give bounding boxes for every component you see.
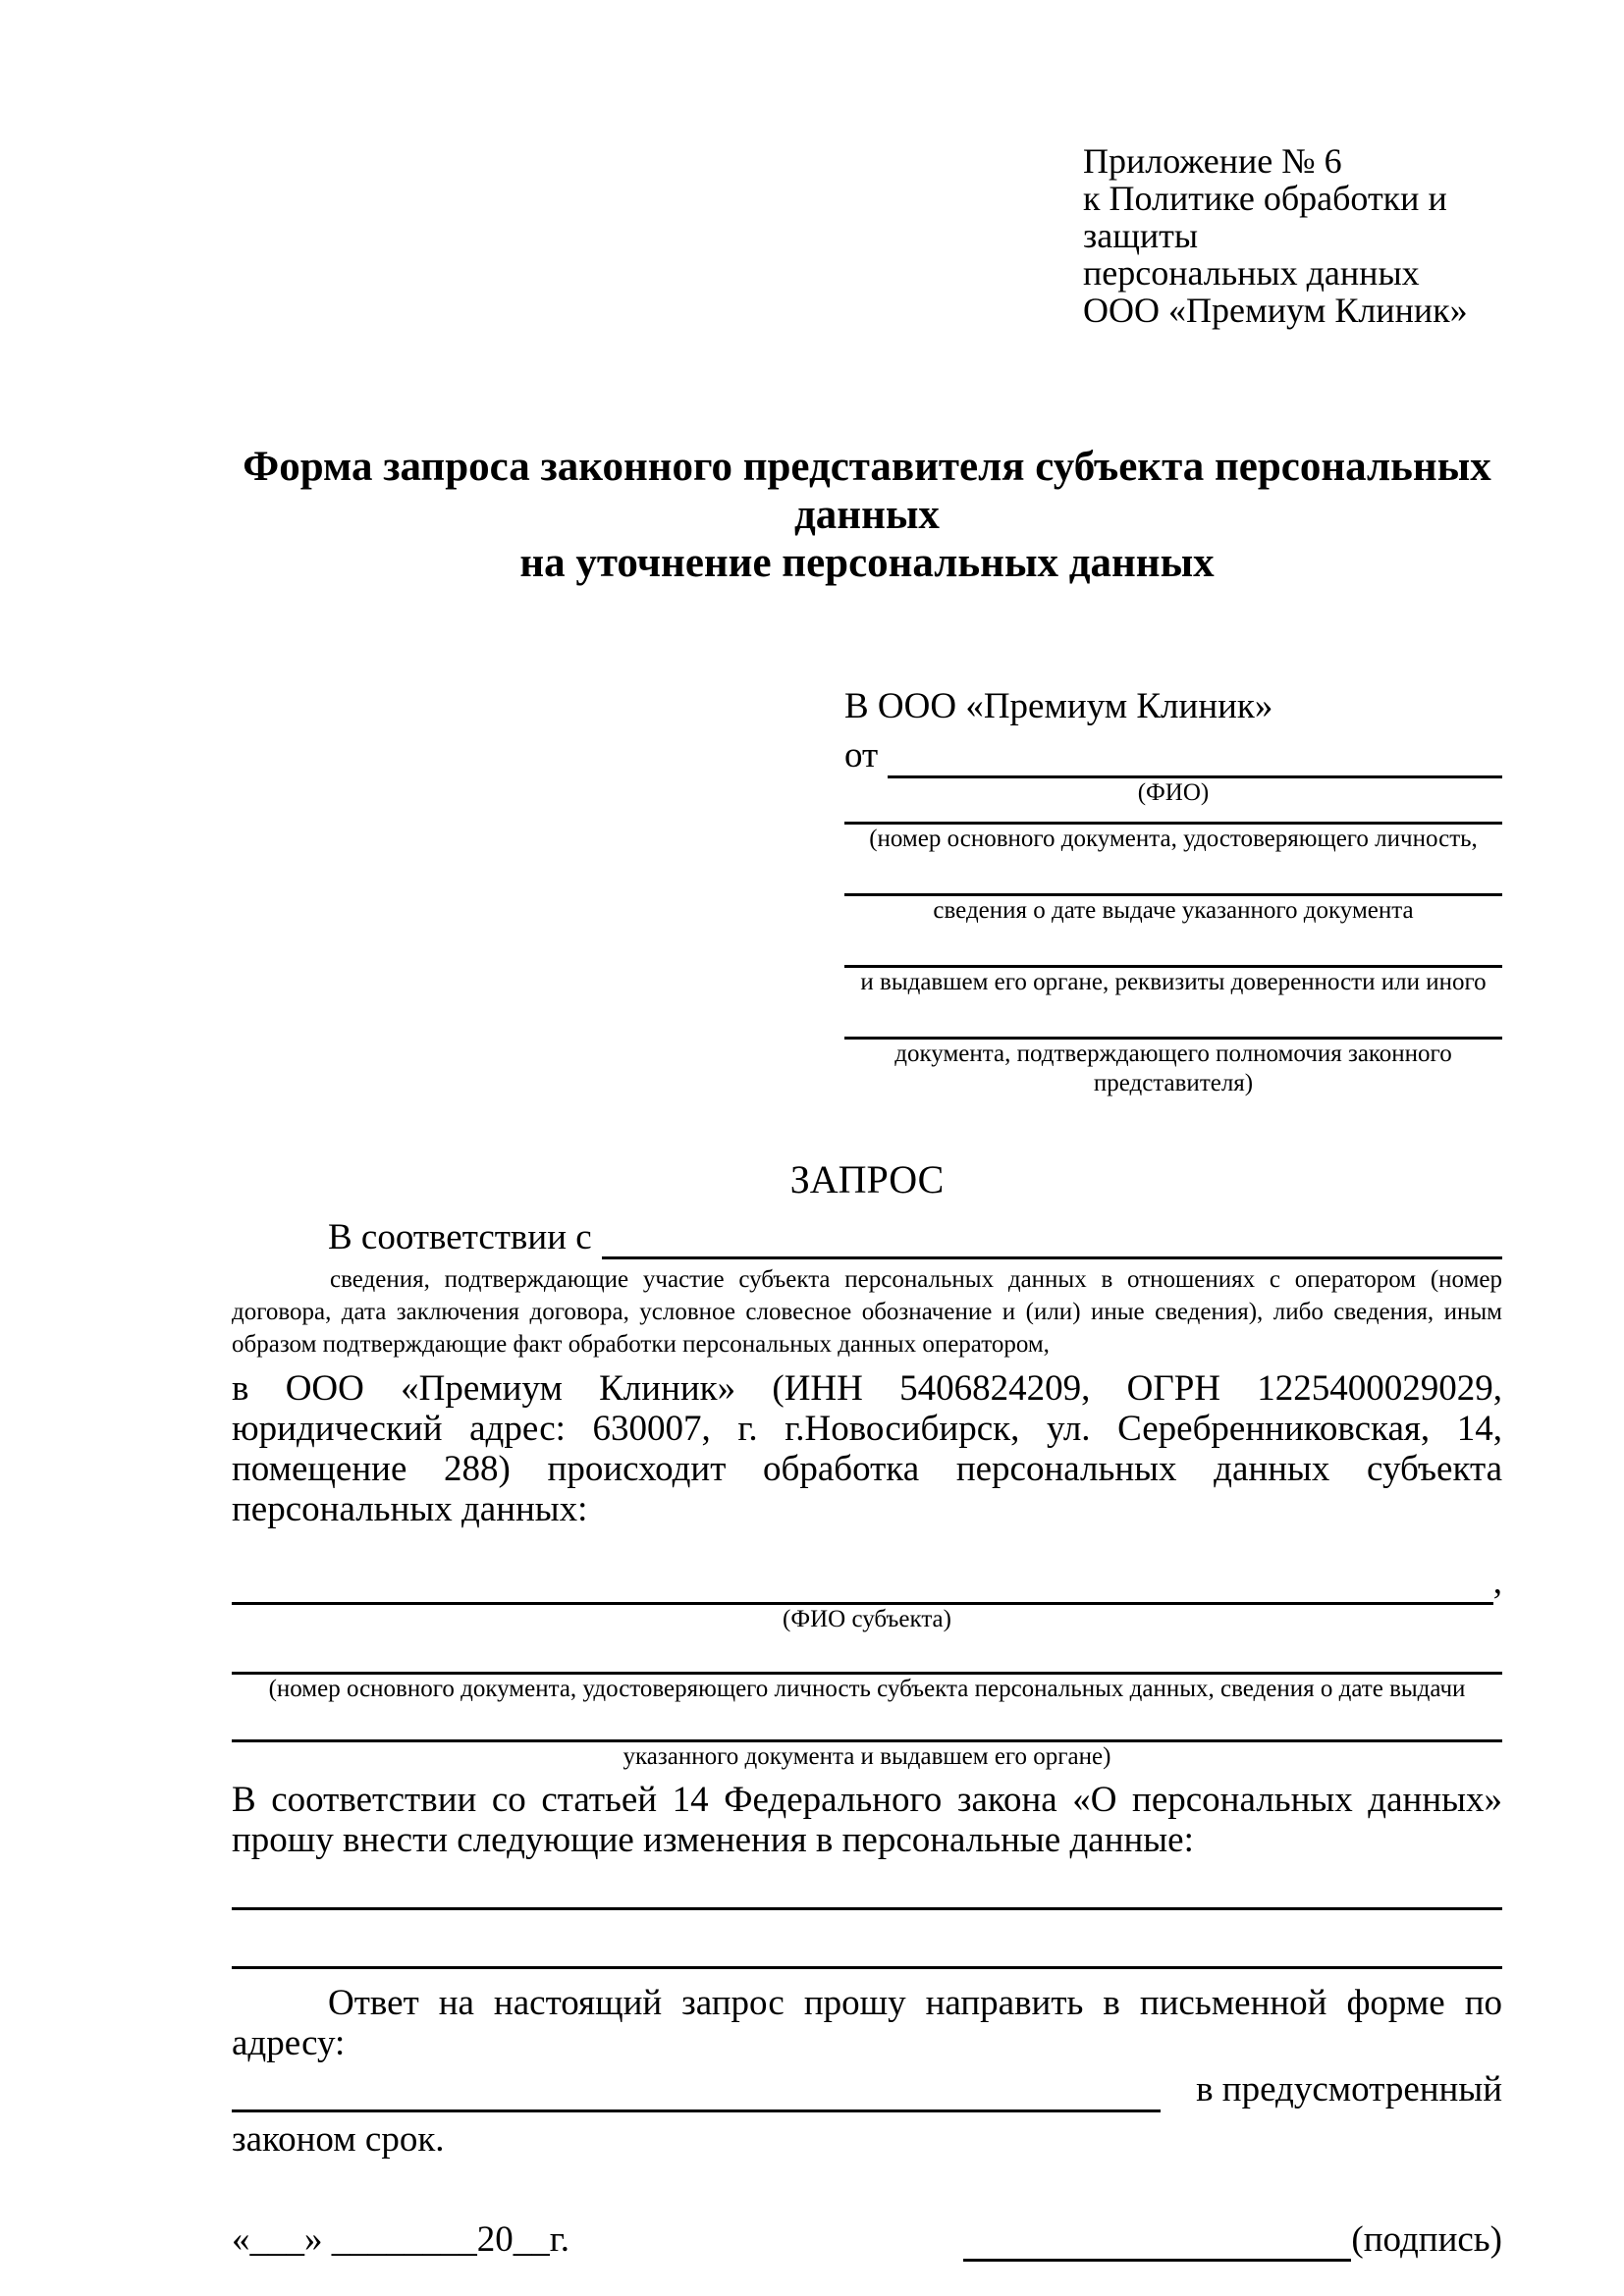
authority-document-blank-line <box>844 997 1502 1040</box>
from-label: от <box>844 735 879 776</box>
document-title-line1: Форма запроса законного представителя субъекта персональных данных <box>243 444 1491 538</box>
field-caption: и выдавшем его органе, реквизиты доверенности или иного <box>860 968 1487 995</box>
issuing-authority-blank-line <box>844 926 1502 968</box>
request-heading: ЗАПРОС <box>789 1156 945 1201</box>
annex-note <box>1083 142 1502 329</box>
in-accordance-prefix: В соответствии с <box>328 1216 592 1257</box>
in-accordance-blank-line <box>602 1256 1502 1259</box>
answer-paragraph: Ответ на настоящий запрос прошу направить в письменной форме по адресу: <box>232 1982 1502 2063</box>
relationship-note: сведения, подтверждающие участие субъекта персональных данных в отношениях с оператором (номер договора, дата заключения договора, условное словесное обозначение и (или) иные сведения), либо сведения, иным образом подтверждающие факт обработки персональных данных оператором, <box>232 1266 1502 1359</box>
annex-note-line: Приложение № 6 <box>1083 141 1342 181</box>
addressee-block <box>844 685 1502 1098</box>
annex-note-line: ООО «Премиум Клиник» <box>1083 291 1468 330</box>
address-row <box>232 2067 1502 2112</box>
address-blank-line <box>232 2109 1161 2112</box>
answer-paragraph-right: в предусмотренный <box>1196 2069 1502 2110</box>
signature-blank-line <box>963 2259 1351 2262</box>
subject-fio-caption: (ФИО субъекта) <box>783 1605 951 1632</box>
changes-blank-line2 <box>232 1966 1502 1969</box>
date-signature-row <box>232 2218 1502 2262</box>
subject-document-blank-line2 <box>232 1704 1502 1742</box>
date-line: «___» ________20__г. <box>232 2218 570 2260</box>
issue-date-blank-line <box>844 854 1502 896</box>
subject-fio-row <box>232 1561 1502 1604</box>
operator-paragraph: в ООО «Премиум Клиник» (ИНН 5406824209, ОГРН 1225400029029, юридический адрес: 630007, г. г.Новосибирск, ул. Серебренниковская, 14, помещение 288) происходит обработка персональных данных субъекта персональных данных: <box>232 1368 1502 1530</box>
subject-document-caption: (номер основного документа, удостоверяющего личность субъекта персональных данных, сведения о дате выдачи <box>268 1675 1466 1702</box>
document-title <box>232 443 1502 587</box>
document-title-line2: на уточнение персональных данных <box>519 540 1215 586</box>
subject-document-caption2: указанного документа и выдавшем его органе) <box>623 1742 1111 1770</box>
signature-caption: (подпись) <box>1351 2218 1502 2260</box>
in-accordance-row <box>232 1216 1502 1259</box>
field-caption: документа, подтверждающего полномочия законного представителя) <box>894 1040 1452 1096</box>
annex-note-line: персональных данных <box>1083 253 1420 293</box>
field-caption: сведения о дате выдаче указанного документа <box>933 896 1414 924</box>
trailing-comma: , <box>1492 1562 1502 1603</box>
addressee-to: В ООО «Премиум Клиник» <box>844 686 1273 726</box>
fio-caption: (ФИО) <box>1137 778 1210 806</box>
changes-blank-line1 <box>232 1907 1502 1910</box>
field-caption: (номер основного документа, удостоверяющего личность, <box>869 825 1478 852</box>
annex-note-line: к Политике обработки и защиты <box>1083 179 1447 255</box>
article14-paragraph: В соответствии со статьей 14 Федерального закона «О персональных данных» прошу внести следующие изменения в персональные данные: <box>232 1779 1502 1860</box>
from-row <box>844 734 1502 777</box>
answer-paragraph-tail: законом срок. <box>232 2118 445 2160</box>
subject-document-blank-line <box>232 1634 1502 1675</box>
document-number-blank-line <box>844 808 1502 825</box>
